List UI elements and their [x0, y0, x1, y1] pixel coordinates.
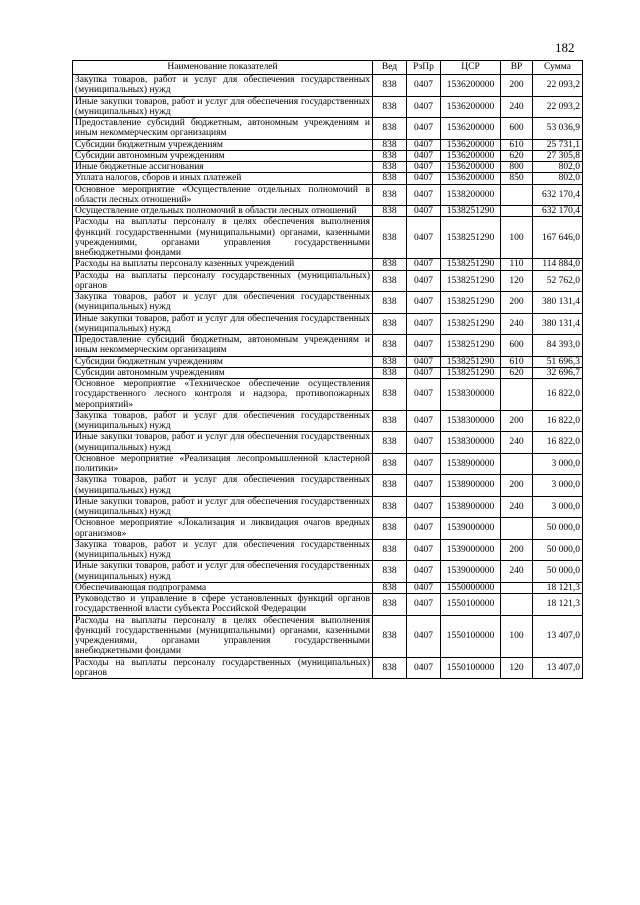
- cell-rzpr: 0407: [407, 453, 441, 475]
- cell-vr: [501, 206, 533, 217]
- cell-vr: 610: [501, 356, 533, 367]
- cell-sum: 18 121,3: [533, 582, 583, 593]
- cell-vr: 200: [501, 475, 533, 497]
- cell-ved: 838: [373, 173, 407, 184]
- cell-sum: 16 822,0: [533, 379, 583, 411]
- cell-vr: [501, 582, 533, 593]
- cell-name: Субсидии автономным учреждениям: [73, 150, 373, 161]
- cell-rzpr: 0407: [407, 379, 441, 411]
- cell-ved: 838: [373, 410, 407, 432]
- cell-vr: [501, 184, 533, 206]
- cell-name: Основное мероприятие «Реализация лесопромышленной кластерной политики»: [73, 453, 373, 475]
- cell-csr: 1538900000: [441, 496, 501, 518]
- cell-name: Предоставление субсидий бюджетным, автономным учреждениям и иным некоммерческим организациям: [73, 118, 373, 140]
- cell-name: Иные бюджетные ассигнования: [73, 162, 373, 173]
- cell-csr: 1538300000: [441, 379, 501, 411]
- cell-rzpr: 0407: [407, 518, 441, 540]
- cell-sum: 167 646,0: [533, 217, 583, 259]
- cell-vr: 240: [501, 561, 533, 583]
- cell-csr: 1539000000: [441, 518, 501, 540]
- cell-rzpr: 0407: [407, 367, 441, 378]
- cell-rzpr: 0407: [407, 162, 441, 173]
- cell-csr: 1538300000: [441, 432, 501, 454]
- cell-sum: 13 407,0: [533, 657, 583, 679]
- cell-rzpr: 0407: [407, 270, 441, 292]
- header-sum: Сумма: [533, 61, 583, 75]
- cell-ved: 838: [373, 475, 407, 497]
- cell-ved: 838: [373, 292, 407, 314]
- cell-rzpr: 0407: [407, 356, 441, 367]
- cell-rzpr: 0407: [407, 432, 441, 454]
- cell-rzpr: 0407: [407, 335, 441, 357]
- cell-vr: 100: [501, 615, 533, 657]
- cell-sum: 32 696,7: [533, 367, 583, 378]
- cell-csr: 1539000000: [441, 539, 501, 561]
- cell-vr: 120: [501, 270, 533, 292]
- cell-csr: 1550000000: [441, 582, 501, 593]
- cell-name: Закупка товаров, работ и услуг для обеспечения государственных (муниципальных) нужд: [73, 475, 373, 497]
- table-row: [73, 292, 583, 314]
- table-row: [73, 496, 583, 518]
- cell-name: Руководство и управление в сфере установленных функций органов государственной власти субъекта Российской Федерации: [73, 594, 373, 616]
- cell-ved: 838: [373, 162, 407, 173]
- cell-ved: 838: [373, 539, 407, 561]
- table-row: [73, 335, 583, 357]
- table-row: [73, 582, 583, 593]
- cell-rzpr: 0407: [407, 615, 441, 657]
- cell-ved: 838: [373, 96, 407, 118]
- table-row: [73, 561, 583, 583]
- cell-vr: [501, 518, 533, 540]
- table-header-row: [73, 61, 583, 75]
- cell-sum: 53 036,9: [533, 118, 583, 140]
- cell-rzpr: 0407: [407, 657, 441, 679]
- cell-vr: 610: [501, 139, 533, 150]
- cell-vr: [501, 453, 533, 475]
- cell-name: Закупка товаров, работ и услуг для обеспечения государственных (муниципальных) нужд: [73, 75, 373, 97]
- cell-rzpr: 0407: [407, 150, 441, 161]
- cell-sum: 50 000,0: [533, 518, 583, 540]
- cell-csr: 1536200000: [441, 118, 501, 140]
- table-row: [73, 162, 583, 173]
- cell-name: Расходы на выплаты персоналу в целях обеспечения выполнения функций государственными (муниципальными) органами, казенными учреждениями, органами управления государственными внебюджетными фондами: [73, 615, 373, 657]
- cell-vr: 240: [501, 313, 533, 335]
- cell-rzpr: 0407: [407, 184, 441, 206]
- cell-name: Закупка товаров, работ и услуг для обеспечения государственных (муниципальных) нужд: [73, 410, 373, 432]
- table-row: [73, 118, 583, 140]
- cell-vr: 240: [501, 432, 533, 454]
- cell-rzpr: 0407: [407, 292, 441, 314]
- cell-ved: 838: [373, 496, 407, 518]
- cell-csr: 1538900000: [441, 453, 501, 475]
- cell-name: Расходы на выплаты персоналу государственных (муниципальных) органов: [73, 657, 373, 679]
- cell-name: Расходы на выплаты персоналу в целях обеспечения выполнения функций государственными (муниципальными) органами, казенными учреждениями, органами управления государственными внебюджетными фондами: [73, 217, 373, 259]
- cell-sum: 380 131,4: [533, 292, 583, 314]
- page-number: 182: [555, 40, 575, 55]
- cell-csr: 1538900000: [441, 475, 501, 497]
- cell-rzpr: 0407: [407, 206, 441, 217]
- table-row: [73, 206, 583, 217]
- cell-vr: 200: [501, 292, 533, 314]
- cell-vr: 600: [501, 335, 533, 357]
- cell-vr: 120: [501, 657, 533, 679]
- cell-ved: 838: [373, 561, 407, 583]
- cell-rzpr: 0407: [407, 139, 441, 150]
- cell-ved: 838: [373, 139, 407, 150]
- cell-name: Иные закупки товаров, работ и услуг для обеспечения государственных (муниципальных) нужд: [73, 313, 373, 335]
- cell-ved: 838: [373, 217, 407, 259]
- cell-ved: 838: [373, 75, 407, 97]
- table-row: [73, 139, 583, 150]
- cell-vr: 200: [501, 75, 533, 97]
- cell-vr: [501, 379, 533, 411]
- cell-vr: 200: [501, 410, 533, 432]
- table-body: [73, 75, 583, 679]
- cell-sum: 3 000,0: [533, 453, 583, 475]
- cell-ved: 838: [373, 259, 407, 270]
- cell-name: Расходы на выплаты персоналу государственных (муниципальных) органов: [73, 270, 373, 292]
- table-row: [73, 453, 583, 475]
- cell-sum: 632 170,4: [533, 184, 583, 206]
- cell-name: Иные закупки товаров, работ и услуг для обеспечения государственных (муниципальных) нужд: [73, 561, 373, 583]
- cell-sum: 84 393,0: [533, 335, 583, 357]
- cell-csr: 1538251290: [441, 217, 501, 259]
- cell-sum: 16 822,0: [533, 410, 583, 432]
- cell-sum: 50 000,0: [533, 539, 583, 561]
- cell-name: Предоставление субсидий бюджетным, автономным учреждениям и иным некоммерческим организациям: [73, 335, 373, 357]
- cell-ved: 838: [373, 453, 407, 475]
- table-row: [73, 150, 583, 161]
- table-row: [73, 217, 583, 259]
- cell-sum: 632 170,4: [533, 206, 583, 217]
- table-row: [73, 475, 583, 497]
- cell-csr: 1538300000: [441, 410, 501, 432]
- cell-sum: 380 131,4: [533, 313, 583, 335]
- cell-sum: 51 696,3: [533, 356, 583, 367]
- table-row: [73, 379, 583, 411]
- cell-name: Субсидии автономным учреждениям: [73, 367, 373, 378]
- cell-csr: 1538251290: [441, 313, 501, 335]
- header-name: Наименование показателей: [73, 61, 373, 75]
- header-vr: ВР: [501, 61, 533, 75]
- cell-ved: 838: [373, 206, 407, 217]
- table-row: [73, 518, 583, 540]
- table-row: [73, 356, 583, 367]
- table-row: [73, 615, 583, 657]
- cell-ved: 838: [373, 335, 407, 357]
- cell-sum: 22 093,2: [533, 75, 583, 97]
- cell-rzpr: 0407: [407, 118, 441, 140]
- cell-vr: 240: [501, 96, 533, 118]
- table-row: [73, 432, 583, 454]
- cell-sum: 50 000,0: [533, 561, 583, 583]
- cell-ved: 838: [373, 432, 407, 454]
- cell-ved: 838: [373, 184, 407, 206]
- cell-rzpr: 0407: [407, 75, 441, 97]
- cell-ved: 838: [373, 313, 407, 335]
- table-row: [73, 657, 583, 679]
- cell-rzpr: 0407: [407, 539, 441, 561]
- cell-csr: 1536200000: [441, 162, 501, 173]
- cell-name: Основное мероприятие «Осуществление отдельных полномочий в области лесных отношений»: [73, 184, 373, 206]
- cell-ved: 838: [373, 518, 407, 540]
- cell-csr: 1538251290: [441, 206, 501, 217]
- cell-sum: 16 822,0: [533, 432, 583, 454]
- cell-ved: 838: [373, 657, 407, 679]
- cell-csr: 1550100000: [441, 615, 501, 657]
- cell-csr: 1536200000: [441, 96, 501, 118]
- cell-sum: 18 121,3: [533, 594, 583, 616]
- cell-rzpr: 0407: [407, 475, 441, 497]
- cell-csr: 1538251290: [441, 292, 501, 314]
- header-rzpr: РзПр: [407, 61, 441, 75]
- cell-vr: 620: [501, 150, 533, 161]
- table-row: [73, 594, 583, 616]
- cell-vr: 100: [501, 217, 533, 259]
- cell-csr: 1538251290: [441, 356, 501, 367]
- cell-csr: 1538251290: [441, 259, 501, 270]
- table-row: [73, 75, 583, 97]
- cell-csr: 1539000000: [441, 561, 501, 583]
- cell-csr: 1538251290: [441, 367, 501, 378]
- cell-name: Иные закупки товаров, работ и услуг для обеспечения государственных (муниципальных) нужд: [73, 496, 373, 518]
- cell-vr: 600: [501, 118, 533, 140]
- table-row: [73, 410, 583, 432]
- cell-name: Уплата налогов, сборов и иных платежей: [73, 173, 373, 184]
- cell-ved: 838: [373, 582, 407, 593]
- cell-csr: 1550100000: [441, 594, 501, 616]
- cell-sum: 52 762,0: [533, 270, 583, 292]
- cell-vr: 240: [501, 496, 533, 518]
- cell-sum: 25 731,1: [533, 139, 583, 150]
- cell-sum: 3 000,0: [533, 496, 583, 518]
- cell-rzpr: 0407: [407, 217, 441, 259]
- budget-table: [72, 60, 583, 679]
- cell-name: Основное мероприятие «Локализация и ликвидация очагов вредных организмов»: [73, 518, 373, 540]
- cell-csr: 1536200000: [441, 173, 501, 184]
- cell-rzpr: 0407: [407, 259, 441, 270]
- cell-rzpr: 0407: [407, 496, 441, 518]
- header-ved: Вед: [373, 61, 407, 75]
- table-row: [73, 184, 583, 206]
- cell-rzpr: 0407: [407, 410, 441, 432]
- table-row: [73, 270, 583, 292]
- cell-csr: 1536200000: [441, 75, 501, 97]
- cell-sum: 802,0: [533, 173, 583, 184]
- cell-ved: 838: [373, 118, 407, 140]
- cell-csr: 1538200000: [441, 184, 501, 206]
- cell-csr: 1538251290: [441, 335, 501, 357]
- cell-rzpr: 0407: [407, 313, 441, 335]
- cell-vr: 800: [501, 162, 533, 173]
- cell-name: Обеспечивающая подпрограмма: [73, 582, 373, 593]
- cell-sum: 22 093,2: [533, 96, 583, 118]
- cell-csr: 1550100000: [441, 657, 501, 679]
- cell-name: Иные закупки товаров, работ и услуг для обеспечения государственных (муниципальных) нужд: [73, 96, 373, 118]
- cell-rzpr: 0407: [407, 582, 441, 593]
- cell-name: Основное мероприятие «Техническое обеспечение осуществления государственного лесного контроля и надзора, противопожарных мероприятий»: [73, 379, 373, 411]
- table-row: [73, 539, 583, 561]
- cell-name: Осуществление отдельных полномочий в области лесных отношений: [73, 206, 373, 217]
- cell-ved: 838: [373, 594, 407, 616]
- cell-rzpr: 0407: [407, 561, 441, 583]
- cell-csr: 1538251290: [441, 270, 501, 292]
- cell-sum: 27 305,8: [533, 150, 583, 161]
- cell-rzpr: 0407: [407, 594, 441, 616]
- cell-ved: 838: [373, 379, 407, 411]
- cell-vr: 850: [501, 173, 533, 184]
- cell-vr: 620: [501, 367, 533, 378]
- cell-ved: 838: [373, 270, 407, 292]
- cell-vr: [501, 594, 533, 616]
- cell-sum: 13 407,0: [533, 615, 583, 657]
- cell-ved: 838: [373, 356, 407, 367]
- table-row: [73, 313, 583, 335]
- cell-rzpr: 0407: [407, 96, 441, 118]
- cell-sum: 114 884,0: [533, 259, 583, 270]
- table-row: [73, 173, 583, 184]
- cell-vr: 200: [501, 539, 533, 561]
- cell-name: Закупка товаров, работ и услуг для обеспечения государственных (муниципальных) нужд: [73, 292, 373, 314]
- cell-sum: 802,0: [533, 162, 583, 173]
- cell-name: Субсидии бюджетным учреждениям: [73, 356, 373, 367]
- table-row: [73, 259, 583, 270]
- cell-ved: 838: [373, 150, 407, 161]
- cell-rzpr: 0407: [407, 173, 441, 184]
- cell-name: Иные закупки товаров, работ и услуг для обеспечения государственных (муниципальных) нужд: [73, 432, 373, 454]
- cell-name: Субсидии бюджетным учреждениям: [73, 139, 373, 150]
- cell-csr: 1536200000: [441, 150, 501, 161]
- cell-sum: 3 000,0: [533, 475, 583, 497]
- header-csr: ЦСР: [441, 61, 501, 75]
- table-row: [73, 96, 583, 118]
- cell-ved: 838: [373, 615, 407, 657]
- cell-ved: 838: [373, 367, 407, 378]
- cell-name: Расходы на выплаты персоналу казенных учреждений: [73, 259, 373, 270]
- cell-name: Закупка товаров, работ и услуг для обеспечения государственных (муниципальных) нужд: [73, 539, 373, 561]
- table-row: [73, 367, 583, 378]
- cell-csr: 1536200000: [441, 139, 501, 150]
- cell-vr: 110: [501, 259, 533, 270]
